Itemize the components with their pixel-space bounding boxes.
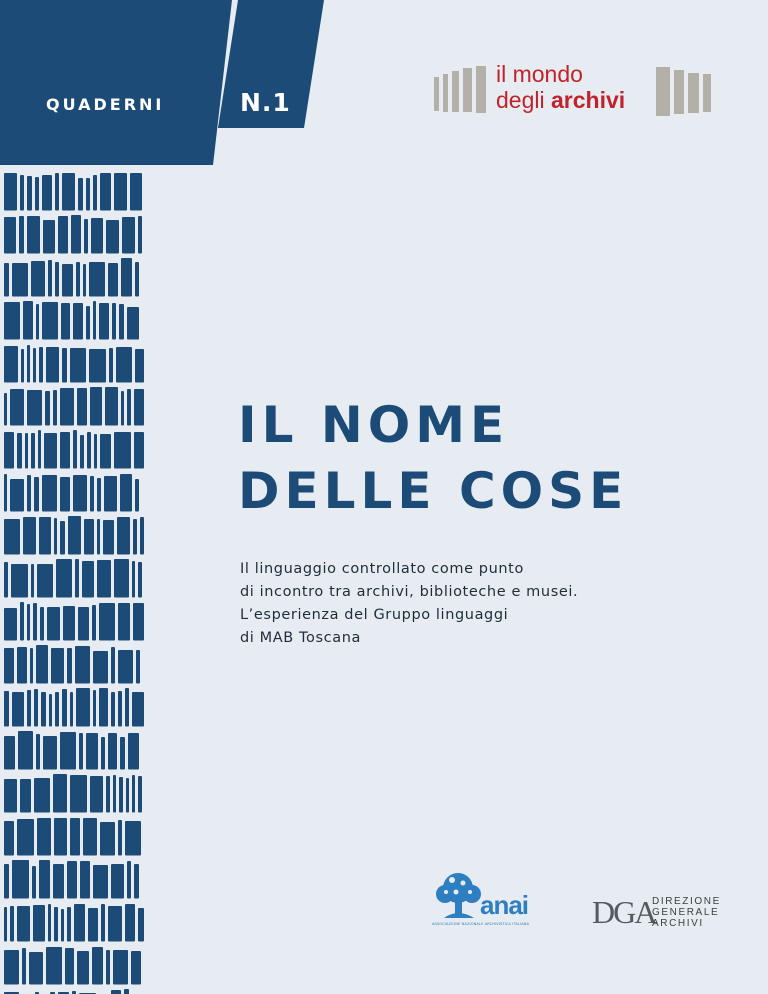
book-spine — [4, 393, 7, 426]
book-spine — [104, 476, 117, 512]
book-spine — [77, 951, 89, 985]
book-spine — [111, 990, 121, 994]
book-spine — [135, 479, 139, 512]
book-spine — [63, 606, 75, 641]
book-spine — [12, 692, 24, 727]
book-spine — [20, 602, 24, 641]
book-spine — [44, 433, 57, 469]
book-spine — [118, 650, 133, 684]
book-spine — [130, 173, 142, 211]
book-spine — [21, 349, 24, 383]
book-spine — [51, 648, 64, 684]
book-spine — [31, 433, 35, 469]
book-spine — [36, 734, 40, 770]
anai-logo — [432, 870, 536, 930]
book-spine — [4, 173, 17, 211]
book-spine — [88, 908, 98, 942]
book-spine — [37, 818, 51, 856]
book-spine — [111, 692, 115, 727]
book-spine — [27, 690, 31, 727]
book-spine — [97, 478, 101, 512]
book-spine — [27, 216, 40, 254]
book-spine — [4, 346, 18, 383]
book-spine — [4, 950, 19, 985]
book-spine — [78, 607, 89, 641]
book-spine — [17, 906, 30, 942]
book-spine — [53, 774, 67, 813]
book-spine — [109, 348, 113, 383]
book-spine — [117, 517, 130, 555]
logo-word-archivi: archivi — [550, 87, 626, 113]
book-spine — [86, 178, 90, 211]
book-spine — [46, 347, 59, 383]
dga-text — [652, 896, 721, 929]
il-mondo-degli-archivi-logo — [434, 62, 714, 122]
book-spine — [42, 175, 52, 211]
book-spine — [87, 432, 91, 469]
book-spine — [10, 906, 14, 942]
book-spine — [94, 434, 97, 469]
book-spine — [43, 220, 55, 254]
logo-line-2 — [496, 88, 625, 112]
tree-icon — [432, 870, 486, 922]
dga-mark: DGA — [592, 894, 656, 930]
book-spine — [34, 778, 50, 813]
book-spine — [60, 521, 65, 555]
book-spine — [47, 607, 60, 641]
book-spine — [73, 475, 87, 512]
book-spines-pattern — [0, 172, 150, 994]
book-spine — [118, 603, 130, 641]
book-spine — [127, 307, 139, 340]
book-spine — [75, 559, 79, 598]
book-spine — [103, 520, 114, 555]
book-spine — [40, 607, 44, 641]
book-spine — [60, 432, 70, 469]
book-spine — [54, 907, 58, 942]
book-spine — [42, 302, 58, 340]
book-spine — [67, 861, 77, 899]
book-spine — [86, 733, 98, 770]
book-spine — [17, 819, 34, 856]
book-spine — [23, 517, 36, 555]
series-label: QUADERNI — [46, 95, 165, 114]
book-spine — [106, 950, 110, 985]
book-spine — [54, 518, 57, 555]
book-spine — [125, 904, 135, 942]
book-spine — [48, 904, 51, 942]
book-spine — [10, 389, 24, 426]
book-spine — [101, 737, 105, 770]
book-spine — [100, 173, 111, 211]
dga-line: GENERALE — [652, 907, 720, 918]
book-spine — [111, 647, 115, 684]
book-spine — [121, 258, 132, 297]
logo-word-degli: degli — [496, 87, 551, 113]
book-spine — [73, 430, 77, 469]
book-spine — [121, 391, 124, 426]
book-spine — [125, 688, 129, 727]
book-spine — [43, 736, 57, 770]
book-spine — [108, 733, 117, 770]
book-spine — [120, 737, 125, 770]
book-spine — [138, 562, 142, 598]
book-spine — [90, 776, 103, 813]
book-spine — [97, 519, 100, 555]
book-spine — [67, 648, 72, 684]
book-spine — [100, 434, 111, 469]
cover-title — [238, 392, 628, 524]
subtitle-line: Il linguaggio controllato come punto — [240, 561, 524, 577]
book-spine — [17, 647, 27, 684]
book-spine — [27, 176, 32, 211]
book-spine — [4, 217, 16, 254]
book-spine — [93, 865, 108, 899]
book-spine — [65, 948, 74, 985]
book-spine — [135, 262, 139, 297]
book-spine — [4, 432, 14, 469]
book-spine — [77, 388, 87, 426]
book-spine — [93, 175, 97, 211]
book-spine — [53, 390, 57, 426]
book-spine — [36, 645, 48, 684]
book-spine — [84, 519, 94, 555]
book-spine — [60, 388, 74, 426]
book-spine — [4, 779, 17, 813]
book-spine — [70, 348, 86, 383]
book-spine — [27, 604, 30, 641]
book-spine — [32, 866, 36, 899]
book-spine — [34, 477, 39, 512]
book-spine — [80, 861, 90, 899]
book-spine — [49, 694, 52, 727]
book-spine — [39, 860, 50, 899]
book-spine — [20, 175, 24, 211]
book-spine — [56, 559, 72, 598]
book-spine — [93, 690, 96, 727]
book-spine — [35, 177, 39, 211]
book-spine — [67, 907, 71, 942]
anai-wordmark: anai — [480, 890, 529, 920]
book-spine — [132, 692, 144, 727]
book-spine — [118, 820, 122, 856]
dga-line: DIREZIONE — [652, 896, 721, 907]
book-spine — [114, 173, 127, 211]
logo-line-1: il mondo — [496, 61, 583, 87]
book-spine — [83, 818, 97, 856]
dga-logo — [592, 893, 722, 933]
book-spine — [105, 387, 118, 426]
book-spine — [61, 909, 64, 942]
book-spine — [138, 776, 142, 813]
book-spine — [19, 216, 24, 254]
book-spine — [54, 818, 67, 856]
book-spine — [17, 433, 22, 469]
book-spine — [99, 603, 115, 641]
book-spine — [46, 947, 62, 985]
book-spine — [83, 264, 86, 297]
book-spine — [99, 303, 109, 340]
subtitle-line: di incontro tra archivi, biblioteche e musei. — [240, 584, 579, 600]
book-spine — [27, 345, 30, 383]
book-spine — [133, 603, 144, 641]
book-spine — [4, 562, 8, 598]
book-spine — [62, 264, 73, 297]
book-spine — [112, 303, 116, 340]
book-spine — [4, 864, 9, 899]
book-spine — [30, 648, 33, 684]
anai-caption: ASSOCIAZIONE NAZIONALE ARCHIVISTICA ITALIANA — [432, 922, 530, 926]
book-spine — [99, 688, 108, 727]
book-spine — [27, 475, 31, 512]
book-spine — [53, 864, 64, 899]
book-spine — [4, 648, 14, 684]
book-spine — [127, 389, 131, 426]
book-spine — [80, 435, 84, 469]
book-spine — [120, 474, 132, 512]
book-spine — [91, 218, 103, 254]
book-spine — [75, 646, 90, 684]
book-spine — [118, 691, 122, 727]
book-spine — [48, 260, 52, 297]
book-spine — [92, 605, 96, 641]
book-spine — [111, 864, 124, 899]
book-spine — [4, 907, 7, 942]
book-spine — [89, 349, 106, 383]
book-spine — [93, 651, 108, 684]
book-spine — [38, 430, 41, 469]
book-spine — [78, 178, 83, 211]
book-spine — [74, 904, 85, 942]
book-spine — [84, 219, 88, 254]
book-spine — [135, 349, 144, 383]
book-spine — [100, 822, 115, 856]
book-spine — [108, 906, 122, 942]
book-spine — [89, 262, 105, 297]
book-spine — [106, 220, 119, 254]
book-spine — [25, 433, 28, 469]
book-spine — [33, 348, 36, 383]
book-spine — [42, 475, 57, 512]
book-spine — [60, 732, 76, 770]
book-spine — [126, 778, 129, 813]
book-spine — [140, 517, 144, 555]
book-spine — [18, 731, 33, 770]
book-spine — [62, 348, 67, 383]
book-spine — [138, 216, 142, 254]
book-spine — [4, 263, 9, 297]
subtitle-line: L’esperienza del Gruppo linguaggi — [240, 607, 509, 623]
book-spine — [45, 391, 50, 426]
subtitle-line: di MAB Toscana — [240, 630, 361, 646]
book-spine — [33, 603, 37, 641]
book-spine — [4, 821, 14, 856]
book-spine — [125, 821, 141, 856]
book-spine — [90, 476, 94, 512]
book-spine — [22, 948, 26, 985]
book-spine — [31, 564, 34, 598]
book-spine — [10, 479, 24, 512]
book-spine — [23, 301, 33, 340]
book-spine — [71, 215, 81, 254]
book-spine — [41, 692, 46, 727]
book-spine — [86, 306, 90, 340]
book-spine — [12, 263, 28, 297]
book-spine — [4, 736, 15, 770]
book-spine — [114, 432, 131, 469]
book-spine — [79, 733, 83, 770]
book-spine — [55, 173, 59, 211]
book-spine — [132, 775, 135, 813]
book-spine — [39, 347, 43, 383]
book-spine — [97, 560, 111, 598]
book-spine — [93, 301, 96, 340]
book-spine — [4, 474, 7, 512]
book-spine — [108, 263, 118, 297]
title-line-2: DELLE COSE — [238, 462, 629, 520]
book-spine — [82, 561, 94, 598]
book-spine — [119, 777, 123, 813]
book-spine — [4, 302, 20, 340]
book-spine — [62, 173, 75, 211]
book-spine — [36, 304, 39, 340]
dga-line: ARCHIVI — [652, 918, 704, 929]
book-spine — [113, 775, 116, 813]
book-spine — [76, 688, 90, 727]
book-spine — [114, 559, 129, 598]
book-spine — [134, 389, 144, 426]
book-spine — [70, 692, 73, 727]
book-spine — [33, 905, 45, 942]
book-spine — [60, 477, 70, 512]
issue-number: N.1 — [240, 88, 291, 117]
book-spine — [132, 561, 135, 598]
book-spine — [76, 262, 80, 297]
book-spine — [27, 390, 42, 426]
book-spine — [127, 861, 131, 899]
book-spine — [37, 564, 53, 598]
book-spine — [62, 689, 67, 727]
book-spine — [4, 608, 17, 641]
book-spine — [124, 989, 129, 994]
book-spine — [4, 691, 9, 727]
book-spine — [55, 692, 59, 727]
book-spine — [29, 952, 43, 985]
book-spine — [134, 864, 139, 899]
book-spine — [131, 951, 141, 985]
book-spine — [136, 650, 140, 684]
book-spine — [101, 904, 105, 942]
book-spine — [138, 908, 144, 942]
book-spine — [31, 261, 45, 297]
book-spine — [116, 347, 132, 383]
book-spine — [12, 860, 29, 899]
book-spine — [4, 519, 20, 555]
book-spine — [113, 950, 128, 985]
book-spine — [68, 516, 81, 555]
book-spine — [92, 947, 103, 985]
book-spine — [133, 519, 137, 555]
book-spine — [90, 387, 102, 426]
title-line-1: IL NOME — [238, 396, 510, 454]
series-tab — [0, 0, 232, 165]
cover-subtitle — [240, 558, 710, 650]
book-spine — [61, 303, 70, 340]
book-spine — [70, 818, 80, 856]
book-spine — [134, 432, 144, 469]
book-spine — [20, 779, 31, 813]
book-spine — [122, 217, 135, 254]
book-spine — [128, 733, 139, 770]
book-spine — [58, 216, 68, 254]
book-spine — [11, 564, 28, 598]
book-spine — [106, 776, 110, 813]
book-spine — [73, 303, 83, 340]
book-spine — [39, 517, 51, 555]
book-spine — [119, 304, 124, 340]
book-spine — [55, 262, 59, 297]
book-spine — [70, 775, 87, 813]
book-spine — [34, 689, 38, 727]
